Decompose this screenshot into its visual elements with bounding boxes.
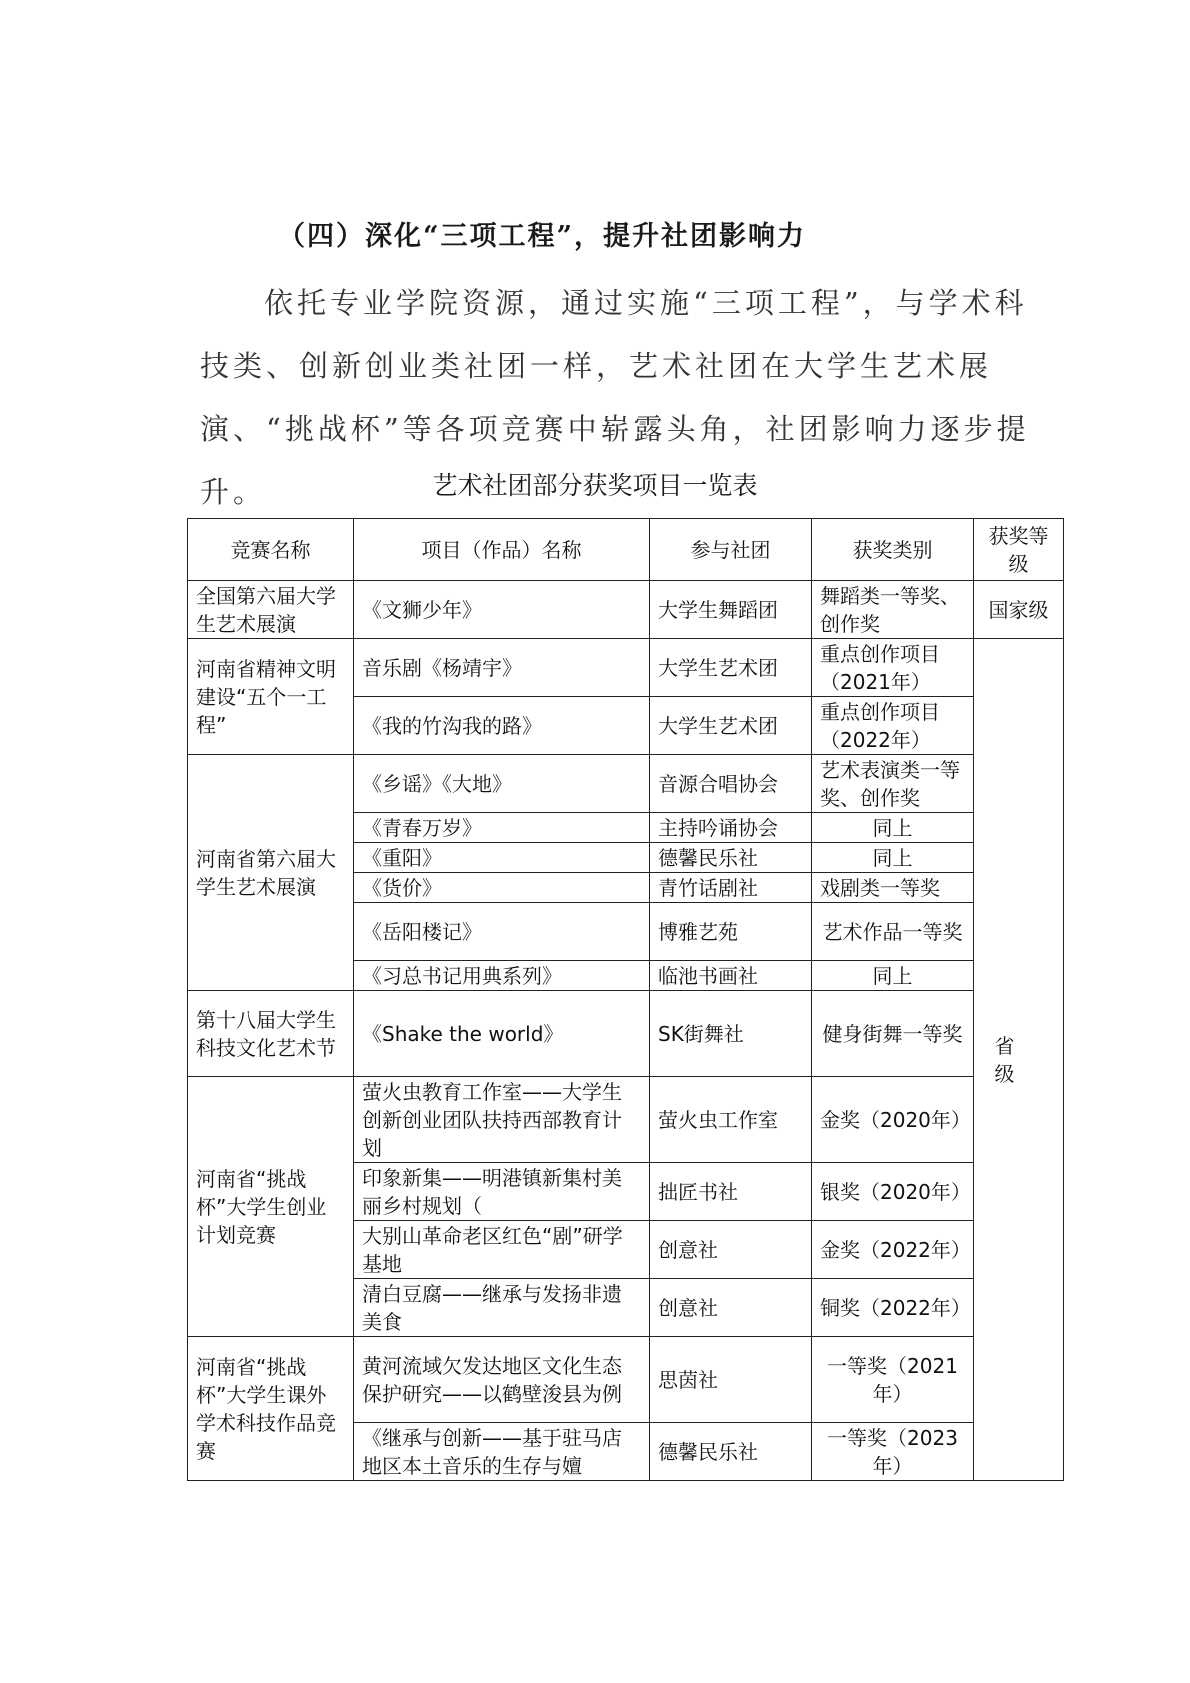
work-cell: 《Shake the world》 [354, 991, 650, 1077]
col-header-work: 项目（作品）名称 [354, 519, 650, 581]
work-cell: 清白豆腐——继承与发扬非遗美食 [354, 1279, 650, 1337]
level-cell-provincial: 省 级 [974, 639, 1064, 1481]
club-cell: 博雅艺苑 [650, 903, 812, 961]
club-cell: 萤火虫工作室 [650, 1077, 812, 1163]
col-header-level: 获奖等级 [974, 519, 1064, 581]
competition-cell: 河南省“挑战杯”大学生创业计划竞赛 [188, 1077, 354, 1337]
awards-table [187, 518, 1064, 1481]
award-cell: 同上 [812, 813, 974, 843]
award-cell: 一等奖（2021年） [812, 1337, 974, 1423]
table-row [188, 991, 1064, 1077]
award-cell: 重点创作项目（2022年） [812, 697, 974, 755]
work-cell: 《文狮少年》 [354, 581, 650, 639]
club-cell: 创意社 [650, 1279, 812, 1337]
award-cell: 同上 [812, 843, 974, 873]
club-cell: 大学生舞蹈团 [650, 581, 812, 639]
table-header-row [188, 519, 1064, 581]
col-header-competition: 竞赛名称 [188, 519, 354, 581]
award-cell: 戏剧类一等奖 [812, 873, 974, 903]
work-cell: 《乡谣》《大地》 [354, 755, 650, 813]
club-cell: 德馨民乐社 [650, 1423, 812, 1481]
club-cell: 大学生艺术团 [650, 639, 812, 697]
award-cell: 艺术表演类一等奖、创作奖 [812, 755, 974, 813]
work-cell: 黄河流域欠发达地区文化生态保护研究——以鹤壁浚县为例 [354, 1337, 650, 1423]
work-cell: 大别山革命老区红色“剧”研学基地 [354, 1221, 650, 1279]
table-title: 艺术社团部分获奖项目一览表 [432, 471, 758, 500]
award-cell: 健身街舞一等奖 [812, 991, 974, 1077]
work-cell: 《岳阳楼记》 [354, 903, 650, 961]
club-cell: 思茵社 [650, 1337, 812, 1423]
work-cell: 印象新集——明港镇新集村美丽乡村规划（ [354, 1163, 650, 1221]
award-cell: 银奖（2020年） [812, 1163, 974, 1221]
award-cell: 舞蹈类一等奖、创作奖 [812, 581, 974, 639]
work-cell: 萤火虫教育工作室——大学生创新创业团队扶持西部教育计划 [354, 1077, 650, 1163]
club-cell: 德馨民乐社 [650, 843, 812, 873]
work-cell: 《重阳》 [354, 843, 650, 873]
award-cell: 一等奖（2023年） [812, 1423, 974, 1481]
work-cell: 《继承与创新——基于驻马店地区本土音乐的生存与嬗 [354, 1423, 650, 1481]
club-cell: 青竹话剧社 [650, 873, 812, 903]
section-heading: （四）深化“三项工程”，提升社团影响力 [278, 221, 807, 252]
level-cell-national: 国家级 [974, 581, 1064, 639]
award-cell: 金奖（2022年） [812, 1221, 974, 1279]
table-row [188, 1337, 1064, 1423]
intro-paragraph-text: 依托专业学院资源，通过实施“三项工程”，与学术科技类、创新创业类社团一样，艺术社团在大学生艺术展演、“挑战杯”等各项竞赛中崭露头角，社团影响力逐步提升。 [200, 286, 1030, 509]
club-cell: SK街舞社 [650, 991, 812, 1077]
club-cell: 临池书画社 [650, 961, 812, 991]
award-cell: 同上 [812, 961, 974, 991]
competition-cell: 第十八届大学生科技文化艺术节 [188, 991, 354, 1077]
work-cell: 音乐剧《杨靖宇》 [354, 639, 650, 697]
competition-cell: 河南省“挑战杯”大学生课外学术科技作品竞赛 [188, 1337, 354, 1481]
table-row [188, 1077, 1064, 1163]
work-cell: 《习总书记用典系列》 [354, 961, 650, 991]
award-cell: 铜奖（2022年） [812, 1279, 974, 1337]
table-row [188, 755, 1064, 813]
competition-cell: 河南省第六届大学生艺术展演 [188, 755, 354, 991]
club-cell: 大学生艺术团 [650, 697, 812, 755]
club-cell: 拙匠书社 [650, 1163, 812, 1221]
col-header-club: 参与社团 [650, 519, 812, 581]
award-cell: 重点创作项目（2021年） [812, 639, 974, 697]
table-row [188, 581, 1064, 639]
award-cell: 金奖（2020年） [812, 1077, 974, 1163]
competition-cell: 河南省精神文明建设“五个一工程” [188, 639, 354, 755]
work-cell: 《青春万岁》 [354, 813, 650, 843]
work-cell: 《货价》 [354, 873, 650, 903]
work-cell: 《我的竹沟我的路》 [354, 697, 650, 755]
competition-cell: 全国第六届大学生艺术展演 [188, 581, 354, 639]
table-row [188, 639, 1064, 697]
award-cell: 艺术作品一等奖 [812, 903, 974, 961]
club-cell: 音源合唱协会 [650, 755, 812, 813]
club-cell: 主持吟诵协会 [650, 813, 812, 843]
club-cell: 创意社 [650, 1221, 812, 1279]
col-header-award: 获奖类别 [812, 519, 974, 581]
